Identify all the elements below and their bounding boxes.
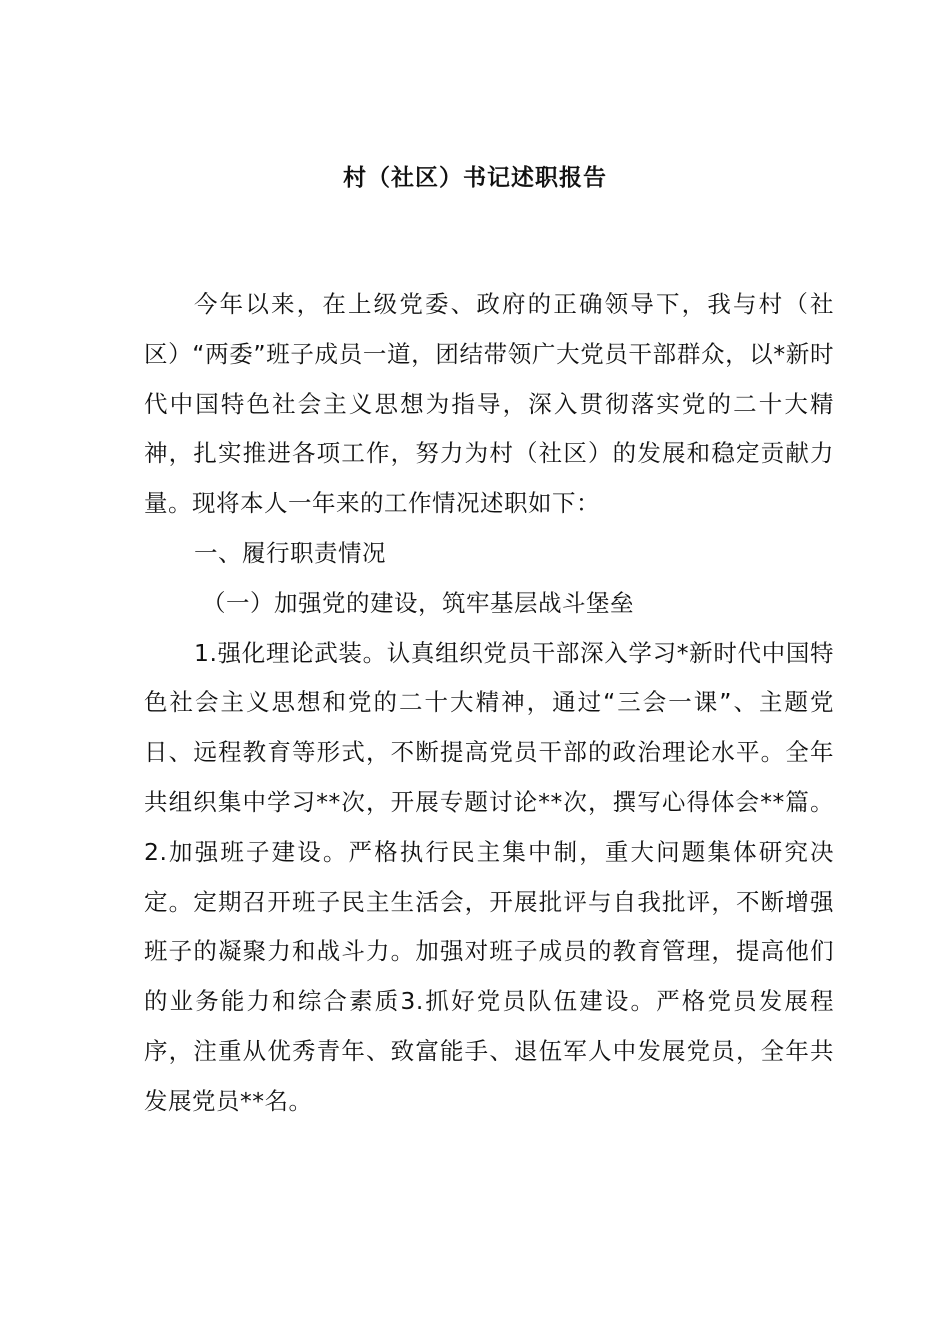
document-title: 村（社区）书记述职报告 [343, 165, 607, 191]
subsection-heading: （一）加强党的建设，筑牢基层战斗堡垒 [202, 588, 634, 617]
intro-paragraph: 今年以来，在上级党委、政府的正确领导下，我与村（社区）“两委”班子成员一道，团结带领广大党员干部群众，以*新时代中国特色社会主义思想为指导，深入贯彻落实党的二十大精神，扎实推进各项工作，努力为村（社区）的发展和稳定贡献力量。现将本人一年来的工作情况述职如下： [144, 290, 834, 518]
body-paragraph: 1.强化理论武装。认真组织党员干部深入学习*新时代中国特色社会主义思想和党的二十大精神，通过“三会一课”、主题党日、远程教育等形式，不断提高党员干部的政治理论水平。全年共组织集中学习**次，开展专题讨论**次，撰写心得体会**篇。2.加强班子建设。严格执行民主集中制，重大问题集体研究决定。定期召开班子民主生活会，开展批评与自我批评，不断增强班子的凝聚力和战斗力。加强对班子成员的教育管理，提高他们的业务能力和综合素质3.抓好党员队伍建设。严格党员发展程序，注重从优秀青年、致富能手、退伍军人中发展党员，全年共发展党员**名。 [144, 638, 834, 1115]
section-heading: 一、履行职责情况 [194, 538, 386, 567]
document-body [144, 280, 834, 1127]
